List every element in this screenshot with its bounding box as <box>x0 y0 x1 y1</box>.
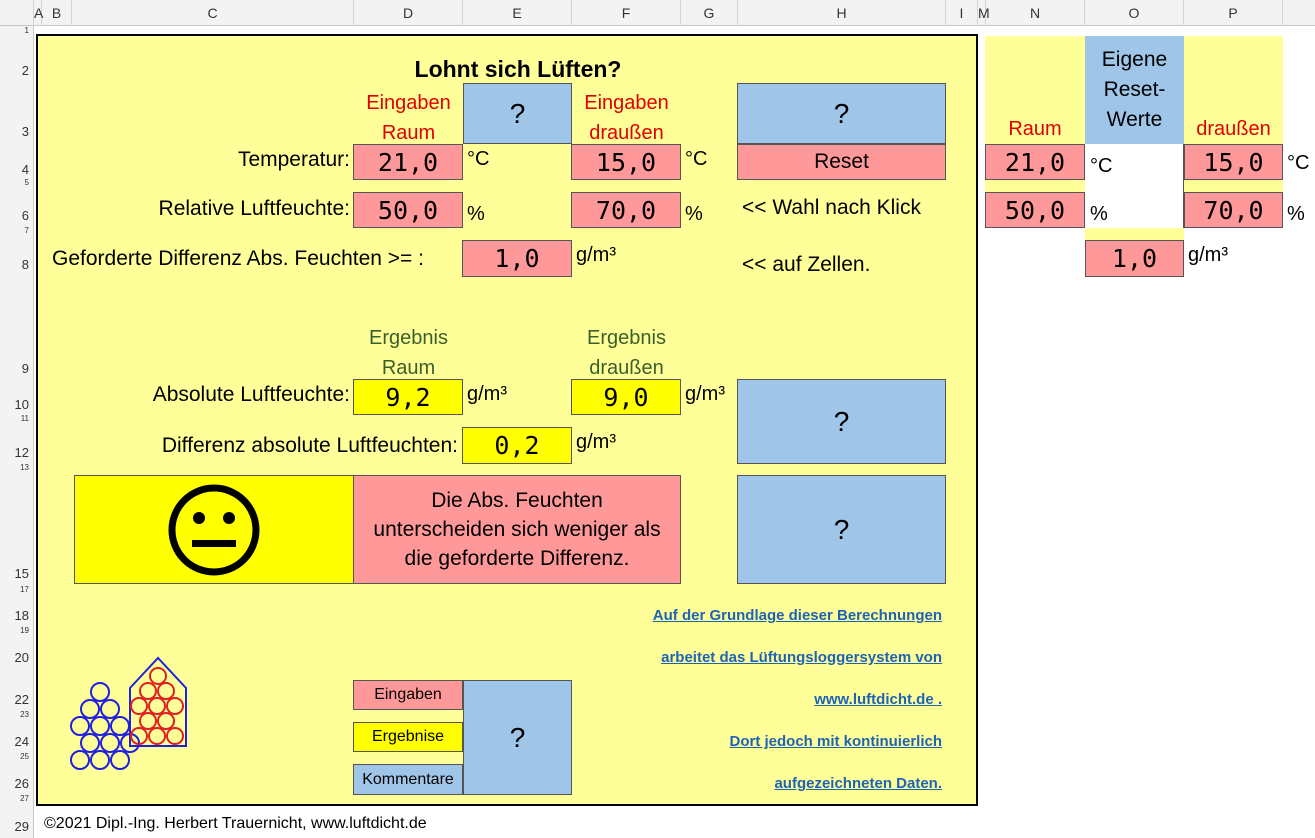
row-header[interactable]: 5 <box>24 178 29 187</box>
abs-humidity-raum-unit: g/m³ <box>467 383 507 405</box>
column-header-p[interactable]: P <box>1184 0 1283 26</box>
reset-table-spacer <box>985 180 1085 192</box>
row-headers <box>0 26 34 838</box>
column-headers <box>0 0 1315 26</box>
legend-ergebnise: Ergebnise <box>353 722 463 752</box>
column-header-n[interactable]: N <box>986 0 1085 26</box>
row-header[interactable]: 2 <box>21 63 29 78</box>
help-lower-button[interactable]: ? <box>737 475 946 584</box>
column-header-i[interactable]: I <box>946 0 978 26</box>
link-line-1[interactable]: Auf der Grundlage dieser Berechnungen <box>652 607 942 624</box>
humidity-raum-input[interactable]: 50,0 <box>353 192 463 228</box>
reset-temp-unit: °C <box>1090 155 1113 177</box>
required-diff-label: Geforderte Differenz Abs. Feuchten >= : <box>52 247 424 270</box>
verdict-text: Die Abs. Feuchten unterscheiden sich weniger als die geforderte Differenz. <box>353 475 681 584</box>
row-header[interactable]: 29 <box>14 819 29 834</box>
column-header-c[interactable]: C <box>72 0 354 26</box>
column-header-d[interactable]: D <box>354 0 463 26</box>
reset-table-header-mid: Eigene Reset- Werte <box>1085 36 1184 144</box>
humidity-raum-unit: % <box>467 203 485 225</box>
row-header[interactable]: 17 <box>20 585 29 594</box>
row-header[interactable]: 6 <box>21 208 29 223</box>
column-header-e[interactable]: E <box>463 0 572 26</box>
column-header-a[interactable]: A <box>34 0 42 26</box>
reset-hum-draussen-input[interactable]: 70,0 <box>1184 192 1283 228</box>
reset-hum-raum-input[interactable]: 50,0 <box>985 192 1085 228</box>
link-line-4[interactable]: Dort jedoch mit kontinuierlich <box>729 733 942 750</box>
luftdicht-logo-icon <box>66 654 196 774</box>
row-header[interactable]: 10 <box>14 397 29 412</box>
abs-humidity-raum-value: 9,2 <box>353 379 463 415</box>
row-header[interactable]: 13 <box>20 463 29 472</box>
row-header[interactable]: 4 <box>21 162 29 177</box>
input-help-button[interactable]: ? <box>463 83 572 144</box>
row-header[interactable]: 3 <box>21 124 29 139</box>
required-diff-unit: g/m³ <box>576 244 616 266</box>
diff-abs-label: Differenz absolute Luftfeuchten: <box>161 434 458 457</box>
link-line-3[interactable]: www.luftdicht.de . <box>814 691 942 708</box>
temperature-raum-unit: °C <box>467 148 490 170</box>
reset-temp-draussen-unit: °C <box>1287 152 1310 174</box>
verdict-face-cell <box>74 475 354 584</box>
row-header[interactable]: 7 <box>24 226 29 235</box>
neutral-face-icon <box>166 482 262 578</box>
hint-cells: << auf Zellen. <box>742 253 871 276</box>
row-header[interactable]: 1 <box>24 26 29 35</box>
page-title: Lohnt sich Lüften? <box>414 56 622 82</box>
reset-diff-input[interactable]: 1,0 <box>1085 240 1184 277</box>
humidity-draussen-input[interactable]: 70,0 <box>571 192 681 228</box>
humidity-draussen-unit: % <box>685 203 703 225</box>
row-header[interactable]: 22 <box>14 692 29 707</box>
reset-table-header-draussen: draußen <box>1196 118 1271 140</box>
input-header-raum: Eingaben Raum <box>366 92 451 144</box>
row-header[interactable]: 19 <box>20 626 29 635</box>
reset-temp-draussen-input[interactable]: 15,0 <box>1184 144 1283 180</box>
link-line-2[interactable]: arbeitet das Lüftungsloggersystem von <box>661 649 942 666</box>
column-header-f[interactable]: F <box>572 0 681 26</box>
reset-table-header-raum: Raum <box>1008 118 1062 140</box>
temperature-raum-input[interactable]: 21,0 <box>353 144 463 180</box>
row-header[interactable]: 27 <box>20 794 29 803</box>
row-header[interactable]: 8 <box>21 257 29 272</box>
abs-humidity-draussen-unit: g/m³ <box>685 383 725 405</box>
link-line-5[interactable]: aufgezeichneten Daten. <box>774 775 942 792</box>
column-header-h[interactable]: H <box>738 0 946 26</box>
column-header-b[interactable]: B <box>42 0 72 26</box>
row-header[interactable]: 24 <box>14 734 29 749</box>
row-header[interactable]: 12 <box>14 445 29 460</box>
abs-humidity-draussen-value: 9,0 <box>571 379 681 415</box>
diff-abs-unit: g/m³ <box>576 431 616 453</box>
reset-diff-unit: g/m³ <box>1188 244 1228 266</box>
reset-table-spacer <box>1085 228 1184 240</box>
row-header[interactable]: 23 <box>20 710 29 719</box>
reset-table-spacer <box>1184 180 1283 192</box>
column-header-o[interactable]: O <box>1085 0 1184 26</box>
temperature-draussen-unit: °C <box>685 148 708 170</box>
footer-copyright: ©2021 Dipl.-Ing. Herbert Trauernicht, www.luftdicht.de <box>44 815 427 832</box>
reset-temp-raum-input[interactable]: 21,0 <box>985 144 1085 180</box>
result-header-raum: Ergebnis Raum <box>369 327 448 379</box>
help-mid-button[interactable]: ? <box>737 379 946 464</box>
temperature-draussen-input[interactable]: 15,0 <box>571 144 681 180</box>
row-header[interactable]: 25 <box>20 752 29 761</box>
row-header[interactable]: 20 <box>14 650 29 665</box>
diff-abs-value: 0,2 <box>462 427 572 464</box>
row-header[interactable]: 15 <box>14 566 29 581</box>
row-header[interactable]: 18 <box>14 608 29 623</box>
column-header-g[interactable]: G <box>681 0 738 26</box>
help-top-button[interactable]: ? <box>737 83 946 144</box>
required-diff-input[interactable]: 1,0 <box>462 240 572 277</box>
select-all-corner[interactable] <box>0 0 34 26</box>
reset-hum-draussen-unit: % <box>1287 203 1305 225</box>
abs-humidity-label: Absolute Luftfeuchte: <box>152 383 350 406</box>
legend-kommentare: Kommentare <box>353 764 463 795</box>
row-header[interactable]: 11 <box>20 414 29 423</box>
reset-hum-unit: % <box>1090 203 1108 225</box>
input-header-draussen: Eingaben draußen <box>584 92 669 144</box>
temperature-label: Temperatur: <box>237 148 350 171</box>
legend-eingaben: Eingaben <box>353 680 463 710</box>
hint-click: << Wahl nach Klick <box>742 196 921 219</box>
row-header[interactable]: 9 <box>21 361 29 376</box>
legend-help-button[interactable]: ? <box>463 680 572 795</box>
column-header-m[interactable]: M <box>978 0 986 26</box>
reset-button[interactable]: Reset <box>737 144 946 180</box>
humidity-label: Relative Luftfeuchte: <box>158 197 350 220</box>
row-header[interactable]: 26 <box>14 776 29 791</box>
result-header-draussen: Ergebnis draußen <box>587 327 666 379</box>
